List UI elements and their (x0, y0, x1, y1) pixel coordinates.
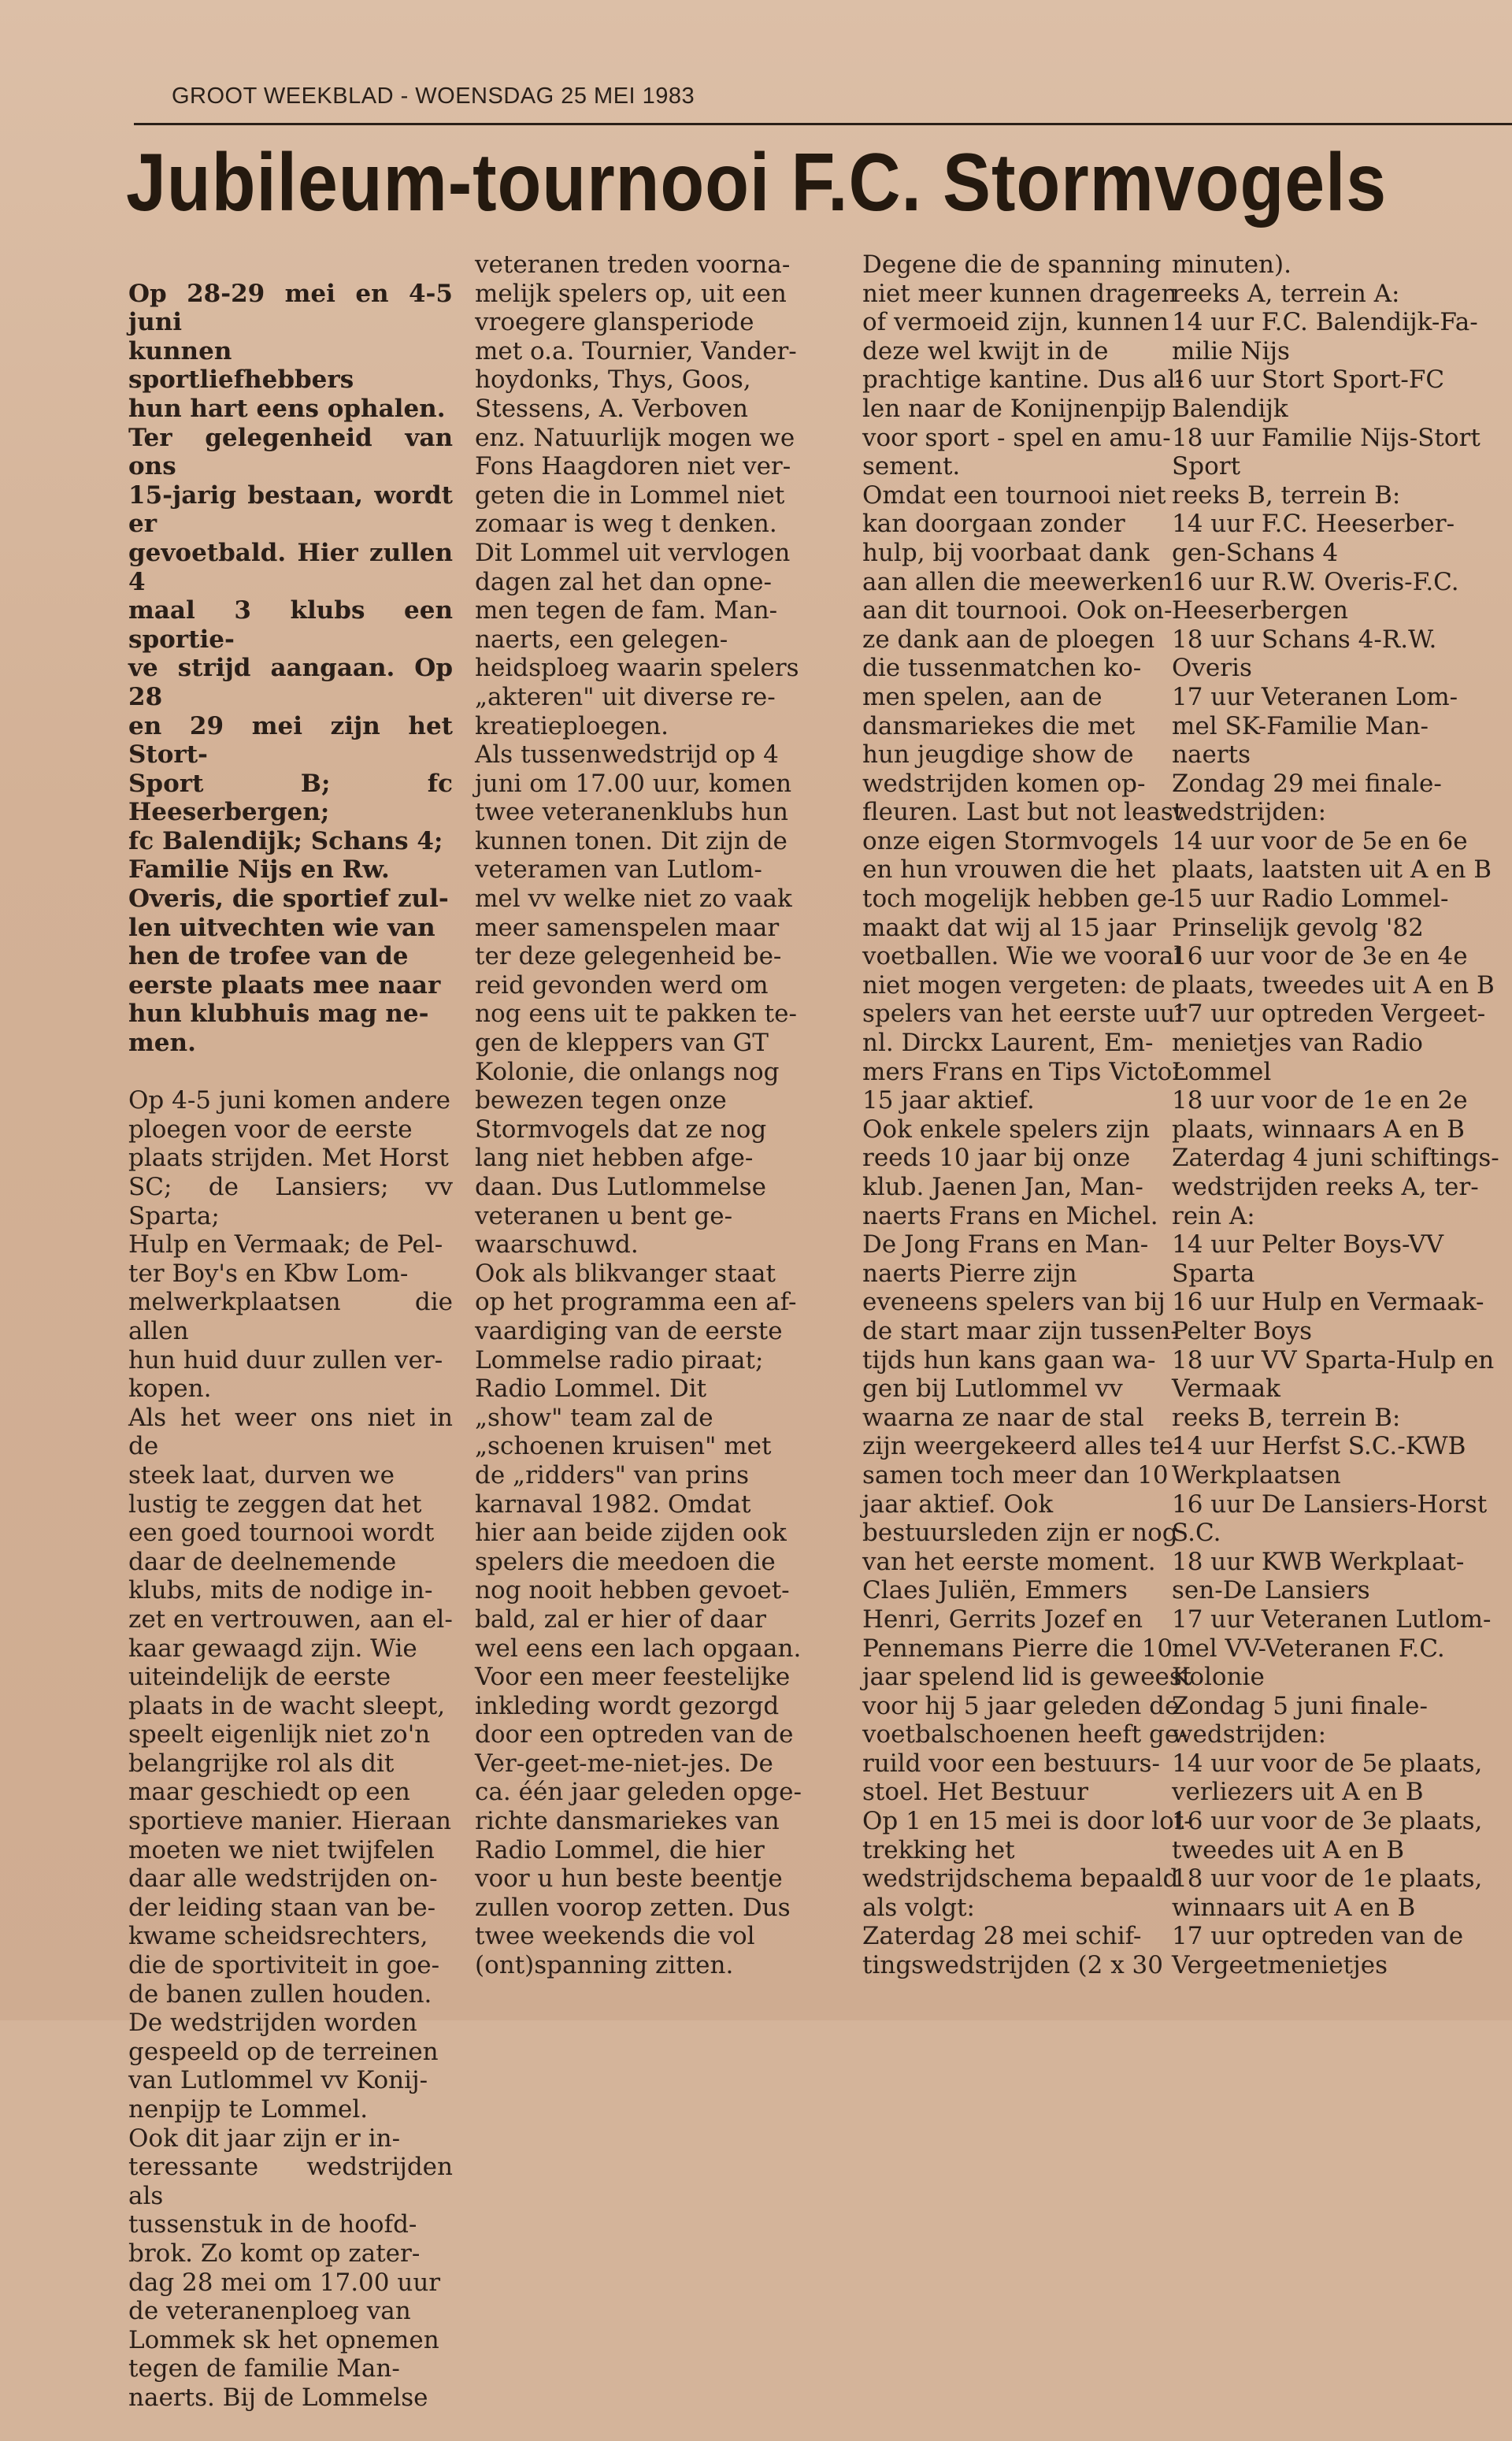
article-column-1 (128, 250, 453, 2412)
schedule-column: minuten). reeks A, terrein A: 14 uur F.C. Balendijk-Fa- milie Nijs 16 uur Stort Sport-FC Balendijk 18 uur Familie Nijs-Stort Sport reeks B, terrein B: 14 uur F.C. Heeserber- gen-Schans 4 16 uur R.W. Overis-F.C. Heeserbergen 18 uur Schans 4-R.W. Overis 17 uur Veteranen Lom- mel SK-Familie Man- naerts Zondag 29 mei finale- wedstrijden: 14 uur voor de 5e en 6e plaats, laatsten uit A en B 15 uur Radio Lommel- Prinselijk gevolg '82 16 uur voor de 3e en 4e plaats, tweedes uit A en B 17 uur optreden Vergeet- menietjes van Radio Lommel 18 uur voor de 1e en 2e plaats, winnaars A en B Zaterdag 4 juni schiftings- wedstrijden reeks A, ter- rein A: 14 uur Pelter Boys-VV Sparta 16 uur Hulp en Vermaak- Pelter Boys 18 uur VV Sparta-Hulp en Vermaak reeks B, terrein B: 14 uur Herfst S.C.-KWB Werkplaatsen 16 uur De Lansiers-Horst S.C. 18 uur KWB Werkplaat- sen-De Lansiers 17 uur Veteranen Lutlom- mel VV-Veteranen F.C. Kolonie Zondag 5 juni finale- wedstrijden: 14 uur voor de 5e plaats, verliezers uit A en B 16 uur voor de 3e plaats, tweedes uit A en B 18 uur voor de 1e plaats, winnaars uit A en B 17 uur optreden van de Vergeetmenietjes (1172, 250, 1499, 1980)
header-rule (134, 123, 1512, 125)
article-column-3: Degene die de spanning niet meer kunnen dragen of vermoeid zijn, kunnen deze wel kwijt in de prachtige kantine. Dus al- len naar de Konijnenpijp voor sport - spel en amu- sement. Omdat een tournooi niet kan doorgaan zonder hulp, bij voorbaat dank aan allen die meewerken aan dit tournooi. Ook on- ze dank aan de ploegen die tussenmatchen ko- men spelen, aan de dansmariekes die met hun jeugdige show de wedstrijden komen op- fleuren. Last but not least onze eigen Stormvogels en hun vrouwen die het toch mogelijk hebben ge- maakt dat wij al 15 jaar voetballen. Wie we vooral niet mogen vergeten: de spelers van het eerste uur nl. Dirckx Laurent, Em- mers Frans en Tips Victor 15 jaar aktief. Ook enkele spelers zijn reeds 10 jaar bij onze klub. Jaenen Jan, Man- naerts Frans en Michel. De Jong Frans en Man- naerts Pierre zijn eveneens spelers van bij de start maar zijn tussen- tijds hun kans gaan wa- gen bij Lutlommel vv waarna ze naar de stal zijn weergekeerd alles te- samen toch meer dan 10 jaar aktief. Ook bestuursleden zijn er nog van het eerste moment. Claes Juliën, Emmers Henri, Gerrits Jozef en Pennemans Pierre die 10 jaar spelend lid is geweest voor hij 5 jaar geleden de voetbalschoenen heeft ge- ruild voor een bestuurs- stoel. Het Bestuur Op 1 en 15 mei is door lot- trekking het wedstrijdschema bepaald als volgt: Zaterdag 28 mei schif- tingswedstrijden (2 x 30 (862, 250, 1192, 1980)
article-column-2: veteranen treden voorna- melijk spelers op, uit een vroegere glansperiode met o.a. Tournier, Vander- hoydonks, Thys, Goos, Stessens, A. Verboven enz. Natuurlijk mogen we Fons Haagdoren niet ver- geten die in Lommel niet zomaar is weg t denken. Dit Lommel uit vervlogen dagen zal het dan opne- men tegen de fam. Man- naerts, een gelegen- heidsploeg waarin spelers „akteren" uit diverse re- kreatieploegen. Als tussenwedstrijd op 4 juni om 17.00 uur, komen twee veteranenklubs hun kunnen tonen. Dit zijn de veteramen van Lutlom- mel vv welke niet zo vaak meer samenspelen maar ter deze gelegenheid be- reid gevonden werd om nog eens uit te pakken te- gen de kleppers van GT Kolonie, die onlangs nog bewezen tegen onze Stormvogels dat ze nog lang niet hebben afge- daan. Dus Lutlommelse veteranen u bent ge- waarschuwd. Ook als blikvanger staat op het programma een af- vaardiging van de eerste Lommelse radio piraat; Radio Lommel. Dit „show" team zal de „schoenen kruisen" met de „ridders" van prins karnaval 1982. Omdat hier aan beide zijden ook spelers die meedoen die nog nooit hebben gevoet- bald, zal er hier of daar wel eens een lach opgaan. Voor een meer feestelijke inkleding wordt gezorgd door een optreden van de Ver-geet-me-niet-jes. De ca. één jaar geleden opge- richte dansmariekes van Radio Lommel, die hier voor u hun beste beentje zullen voorop zetten. Dus twee weekends die vol (ont)spanning zitten. (475, 250, 802, 1980)
column-1-body: Op 4-5 juni komen andere ploegen voor de eerste plaats strijden. Met Horst SC; de Lansiers; vv Sparta; Hulp en Vermaak; de Pel- ter Boy's en Kbw Lom- melwerkplaatsen die allen hun huid duur zullen ver- kopen. Als het weer ons niet in de steek laat, durven we lustig te zeggen dat het een goed tournooi wordt daar de deelnemende klubs, mits de nodige in- zet en vertrouwen, aan el- kaar gewaagd zijn. Wie uiteindelijk de eerste plaats in de wacht sleept, speelt eigenlijk niet zo'n belangrijke rol als dit maar geschiedt op een sportieve manier. Hieraan moeten we niet twijfelen daar alle wedstrijden on- der leiding staan van be- kwame scheidsrechters, die de sportiviteit in goe- de banen zullen houden. De wedstrijden worden gespeeld op de terreinen van Lutlommel vv Konij- nenpijp te Lommel. Ook dit jaar zijn er in- teressante wedstrijden als tussenstuk in de hoofd- brok. Zo komt op zater- dag 28 mei om 17.00 uur de veteranenploeg van Lommek sk het opnemen tegen de familie Man- naerts. Bij de Lommelse (128, 1086, 453, 2412)
headline: Jubileum-tournooi F.C. Stormvogels (126, 137, 1388, 228)
masthead: GROOT WEEKBLAD - WOENSDAG 25 MEI 1983 (172, 83, 695, 109)
lead-paragraph: Op 28-29 mei en 4-5 juni kunnen sportliefhebbers hun hart eens ophalen. Ter gelegenheid van ons 15-jarig bestaan, wordt er gevoetbald. Hier zullen 4 maal 3 klubs een sportie- ve strijd aangaan. Op 28 en 29 mei zijn het Stort- Sport B; fc Heeserbergen; fc Balendijk; Schans 4; Familie Nijs en Rw. Overis, die sportief zul- len uitvechten wie van hen de trofee van de eerste plaats mee naar hun klubhuis mag ne- men. (128, 279, 453, 1058)
